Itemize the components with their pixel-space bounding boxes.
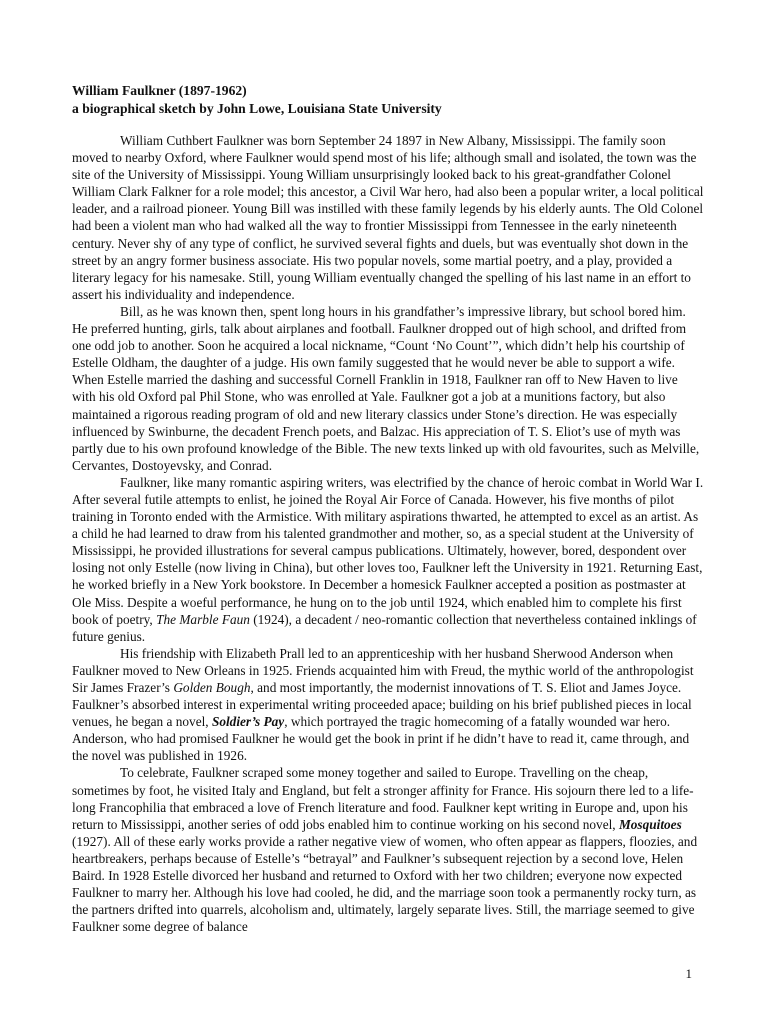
paragraph-3-text-b: (1924), a decadent / neo-romantic collection that nevertheless contained inklings of future genius.	[72, 611, 697, 644]
paragraph-5	[72, 764, 704, 935]
document-subtitle: a biographical sketch by John Lowe, Louisiana State University	[72, 101, 442, 116]
document-body	[72, 132, 704, 935]
page-number: 1	[685, 966, 692, 981]
document-title: William Faulkner (1897-1962)	[72, 83, 247, 98]
paragraph-4-text-a: His friendship with Elizabeth Prall led to an apprenticeship with her husband Sherwood Anderson when Faulkner moved to New Orleans in 1925. Friends acquainted him with Freud, the mythic world of the anthropologist Sir James Frazer’s	[72, 645, 694, 695]
document-header	[72, 82, 712, 118]
paragraph-1	[72, 132, 704, 303]
paragraph-2-text: Bill, as he was known then, spent long hours in his grandfather’s impressive library, but school bored him. He preferred hunting, girls, talk about airplanes and football. Faulkner dropped out of high school, and drifted from one odd job to another. Soon he acquired a local nickname, “Count ‘No Count’”, which didn’t help his courtship of Estelle Oldham, the daughter of a judge. His own family suggested that he would never be able to support a wife. When Estelle married the dashing and successful Cornell Franklin in 1918, Faulkner ran off to New Haven to live with his old Oxford pal Phil Stone, who was enrolled at Yale. Faulkner got a job at a munitions factory, but also maintained a rigorous reading program of old and new literary classics under Stone’s direction. He was especially influenced by Swinburne, the decadent French poets, and Balzac. His appreciation of T. S. Eliot’s use of myth was partly due to his own profound knowledge of the Bible. The new texts linked up with old favourites, such as Melville, Cervantes, Dostoyevsky, and Conrad.	[72, 303, 700, 473]
book-title-mosquitoes: Mosquitoes	[618, 816, 682, 832]
paragraph-4-text-c: , which portrayed the tragic homecoming of a fatally wounded war hero. Anderson, who had promised Faulkner he would get the book in print if he didn’t have to read it, came through, and the novel was published in 1926.	[72, 714, 690, 764]
paragraph-3	[72, 474, 704, 645]
paragraph-5-text-b: (1927). All of these early works provide a rather negative view of women, who often appear as flappers, floozies, and heartbreakers, perhaps because of Estelle’s “betrayal” and Faulkner’s subsequent rejection by a second love, Helen Baird. In 1928 Estelle divorced her husband and returned to Oxford with her two children; everyone now expected Faulkner to marry her. Although his love had cooled, he did, and the marriage soon took a permanently rocky turn, as the partners drifted into quarrels, alcoholism and, ultimately, largely separate lives. Still, the marriage seemed to give Faulkner some degree of balance	[72, 833, 698, 935]
paragraph-5-text-a: To celebrate, Faulkner scraped some money together and sailed to Europe. Travelling on the cheap, sometimes by foot, he visited Italy and England, but felt a stronger affinity for France. His sojourn there led to a life-long Francophilia that embraced a love of French literature and food. Faulkner kept writing in Europe and, upon his return to Mississippi, another series of odd jobs enabled him to continue working on his second novel,	[72, 765, 694, 832]
book-title-soldiers-pay: Soldier’s Pay	[211, 714, 285, 730]
paragraph-3-text-a: Faulkner, like many romantic aspiring writers, was electrified by the chance of heroic combat in World War I. After several futile attempts to enlist, he joined the Royal Air Force of Canada. However, his five months of pilot training in Toronto ended with the Armistice. With military aspirations thwarted, he attempted to excel as an artist. As a child he had learned to draw from his talented grandmother and mother, so, as a special student at the University of Mississippi, he provided illustrations for several campus publications. Ultimately, however, bored, despondent over losing not only Estelle (now living in China), but other loves too, Faulkner left the University in 1921. Returning East, he worked briefly in a New York bookstore. In December a homesick Faulkner accepted a position as postmaster at Ole Miss. Despite a woeful performance, he hung on to the job until 1924, which enabled him to complete his first book of poetry,	[72, 474, 704, 627]
paragraph-1-text: William Cuthbert Faulkner was born September 24 1897 in New Albany, Mississippi. The family soon moved to nearby Oxford, where Faulkner would spend most of his life; although small and isolated, the town was the site of the University of Mississippi. Young William unsurprisingly looked back to his great-grandfather Colonel William Clark Falkner for a role model; this ancestor, a Civil War hero, had also been a popular writer, a local political leader, and a railroad pioneer. Young Bill was instilled with these family legends by his elderly aunts. The Old Colonel had been a violent man who had walked all the way to frontier Mississippi from Tennessee in the early nineteenth century. Never shy of any type of conflict, he survived several fights and duels, but was eventually shot down in the street by an angry former business associate. His two popular novels, some martial poetry, and a play, provided a literary legacy for his namesake. Still, young William eventually changed the spelling of his last name in an effort to assert his individuality and independence.	[72, 133, 704, 302]
book-title-golden-bough: Golden Bough	[173, 680, 251, 695]
book-title-marble-faun: The Marble Faun	[156, 611, 250, 627]
paragraph-2	[72, 303, 704, 474]
paragraph-4-text-b: , and most importantly, the modernist innovations of T. S. Eliot and James Joyce. Faulkner’s absorbed interest in experimental writing proceeded apace; building on his brief published pieces in local venues, he began a novel,	[72, 680, 692, 730]
paragraph-4	[72, 645, 704, 765]
